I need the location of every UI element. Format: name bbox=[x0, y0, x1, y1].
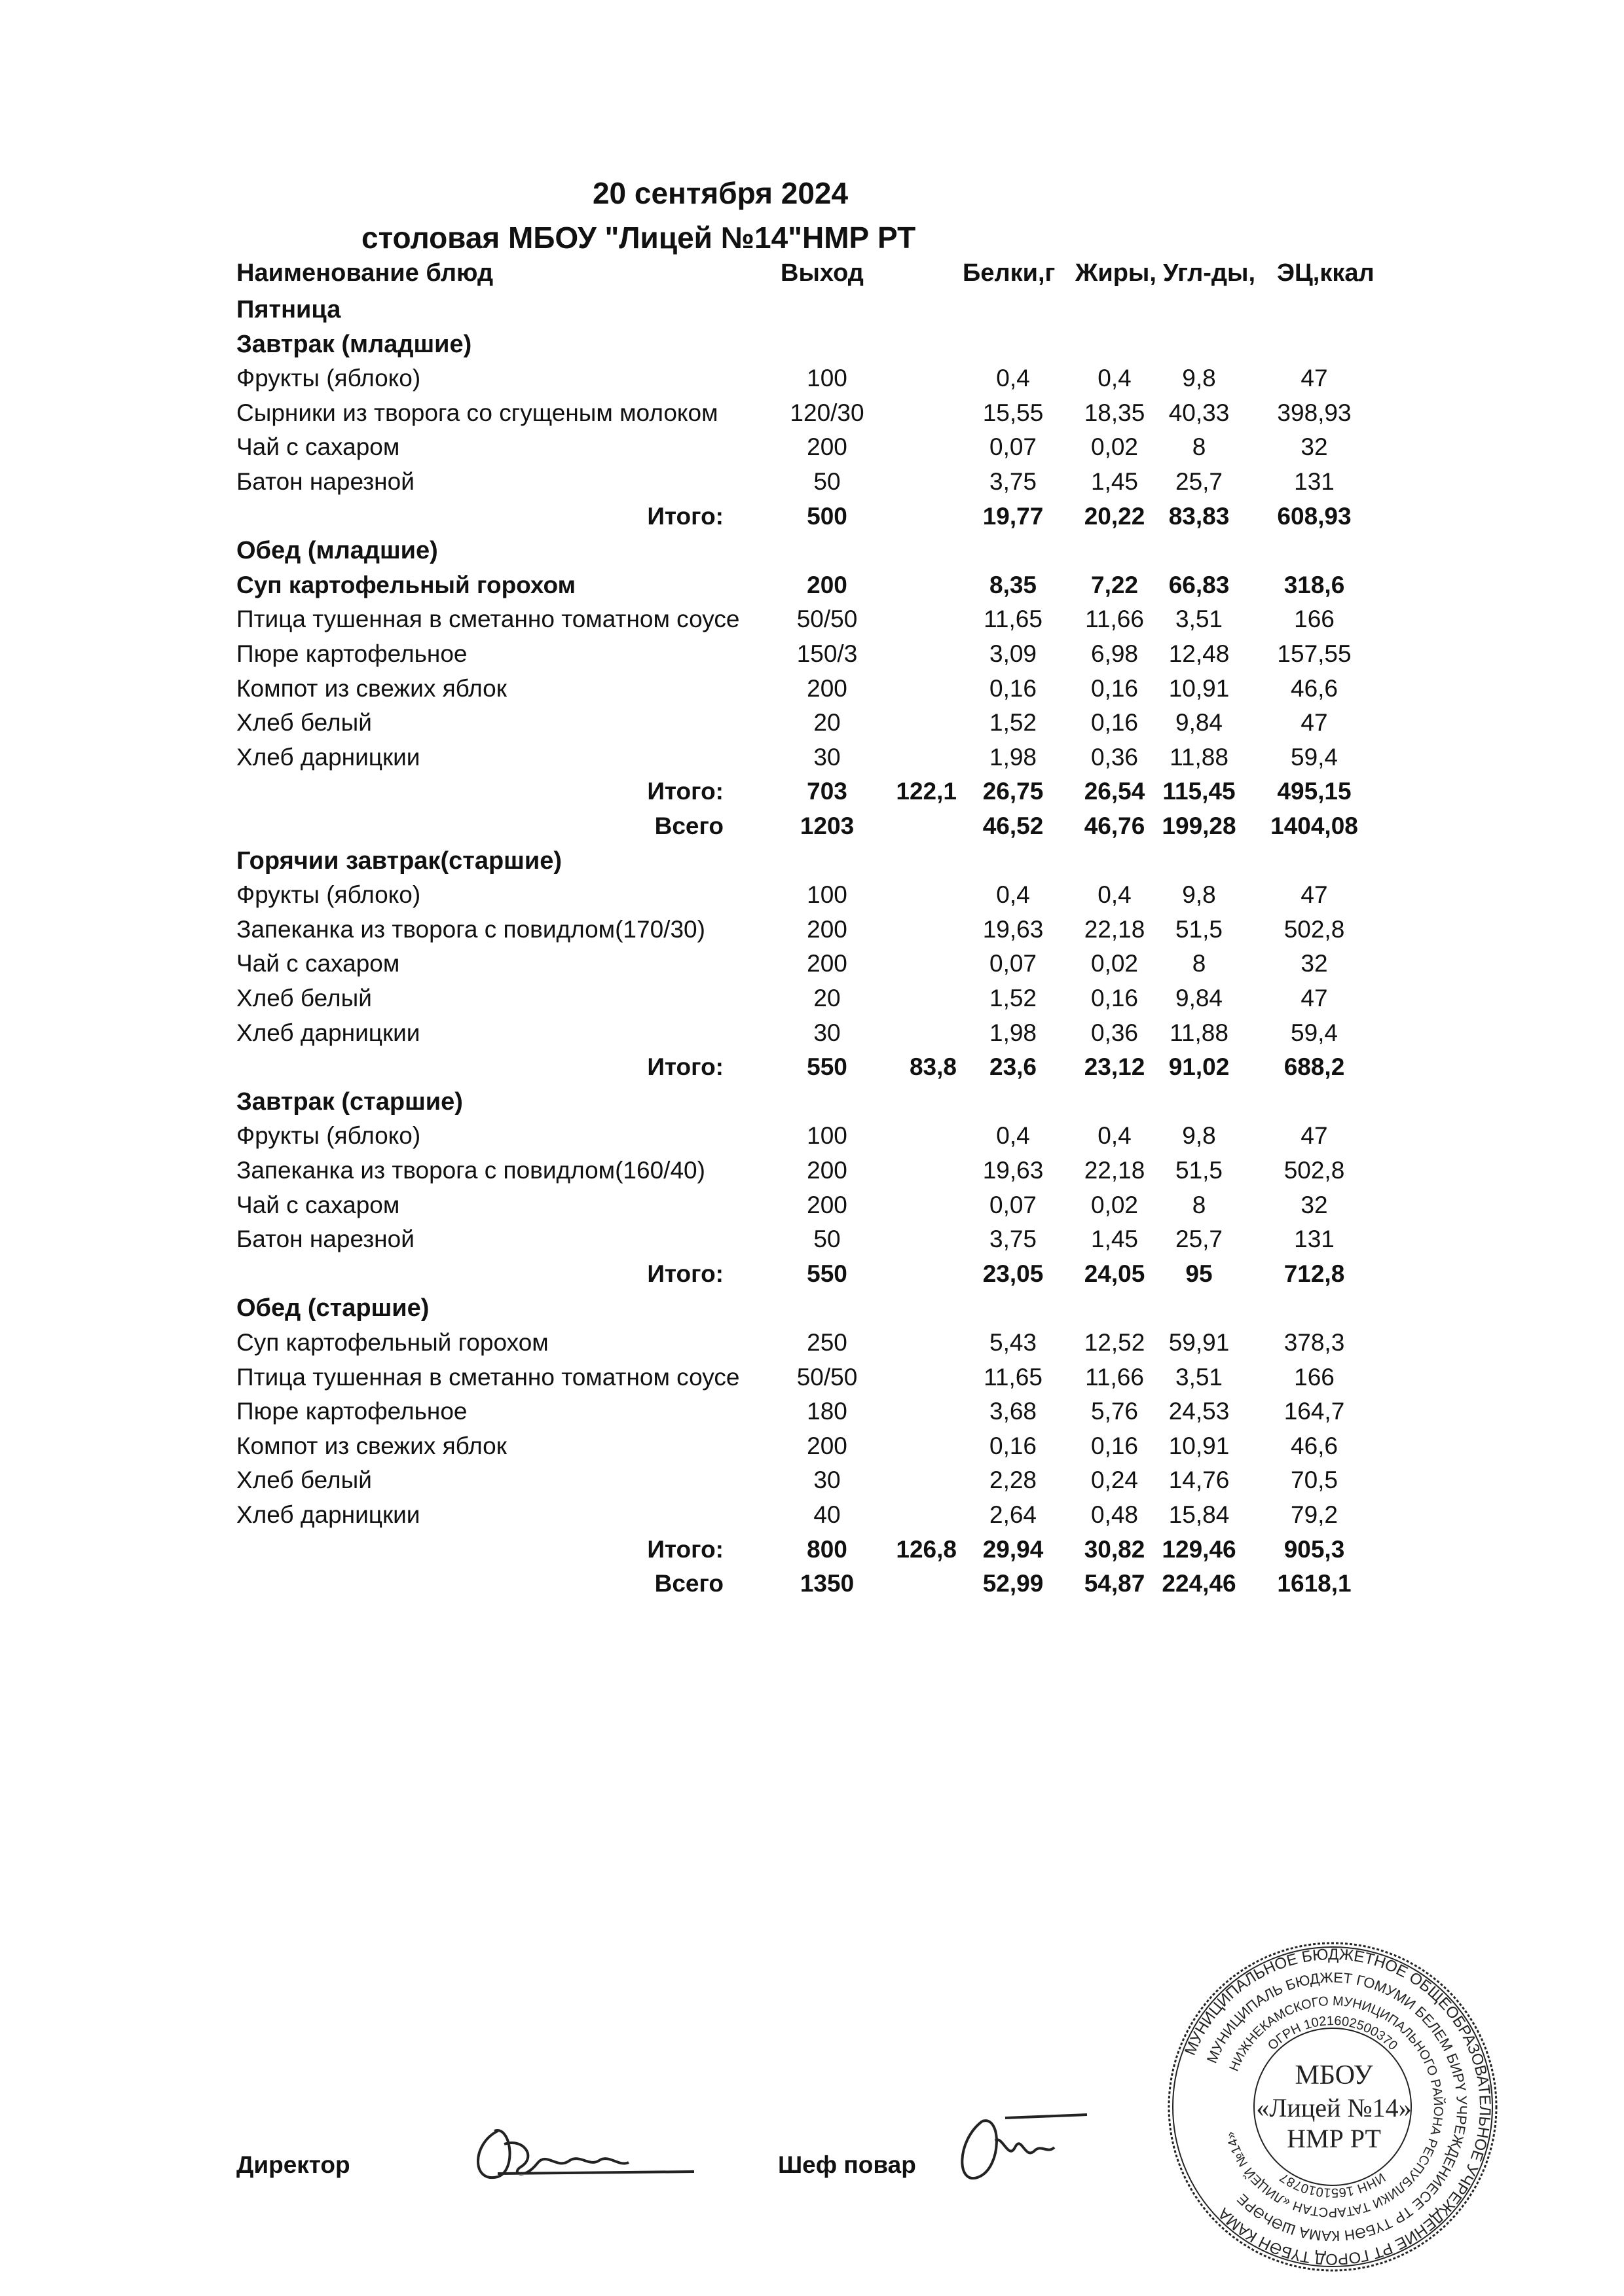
protein-value: 19,77 bbox=[982, 502, 1044, 530]
total-row bbox=[0, 812, 1624, 847]
section-heading bbox=[0, 847, 1624, 881]
fat-value: 0,36 bbox=[1090, 743, 1139, 771]
fat-value: 22,18 bbox=[1084, 1157, 1145, 1184]
dish-name: Суп картофельный горохом bbox=[236, 1329, 549, 1356]
kcal-value: 47 bbox=[1301, 881, 1328, 909]
chef-label: Шеф повар bbox=[778, 2151, 916, 2178]
table-row bbox=[0, 468, 1624, 502]
yield-value: 50/50 bbox=[796, 606, 858, 633]
carbs-value: 11,88 bbox=[1170, 1019, 1228, 1046]
fat-value: 23,12 bbox=[1084, 1053, 1145, 1081]
kcal-value: 131 bbox=[1294, 468, 1335, 495]
kcal-value: 166 bbox=[1294, 1363, 1335, 1391]
yield-value: 200 bbox=[807, 1432, 847, 1459]
carbs-value: 10,91 bbox=[1168, 1432, 1230, 1459]
section-heading bbox=[0, 331, 1624, 365]
kcal-value: 164,7 bbox=[1283, 1398, 1345, 1425]
yield-value: 200 bbox=[807, 674, 847, 702]
dish-name: Чай с сахаром bbox=[236, 1191, 400, 1218]
kcal-value: 59,4 bbox=[1290, 1019, 1338, 1046]
yield-value: 200 bbox=[807, 950, 847, 977]
svg-text:МУНИЦИПАЛЬ БЮДЖЕТ ГОМУМИ БЕЛЕМ: МУНИЦИПАЛЬ БЮДЖЕТ ГОМУМИ БЕЛЕМ БИРҮ УЧРЕЖДЕНИЕСЕ ТР ТҮБӘН КАМА ШӘҺӘРЕ bbox=[1203, 1969, 1471, 2245]
yield-value: 30 bbox=[813, 743, 841, 771]
carbs-value: 40,33 bbox=[1168, 399, 1230, 426]
dish-name: Запеканка из творога с повидлом(170/30) bbox=[236, 915, 705, 943]
table-row bbox=[0, 675, 1624, 709]
carbs-value: 95 bbox=[1185, 1260, 1213, 1287]
protein-value: 8,35 bbox=[989, 571, 1037, 598]
protein-value: 1,98 bbox=[989, 1019, 1037, 1046]
total-row bbox=[0, 503, 1624, 537]
fat-value: 0,48 bbox=[1090, 1501, 1139, 1528]
dish-name: Хлеб белый bbox=[236, 709, 372, 737]
table-row bbox=[0, 1157, 1624, 1191]
kcal-value: 46,6 bbox=[1290, 1432, 1338, 1459]
carbs-value: 91,02 bbox=[1168, 1053, 1230, 1081]
yield-value: 30 bbox=[813, 1467, 841, 1494]
protein-value: 1,52 bbox=[989, 709, 1037, 737]
table-row bbox=[0, 572, 1624, 606]
total-label: Итого: bbox=[647, 502, 724, 530]
fat-value: 18,35 bbox=[1084, 399, 1145, 426]
dish-name: Суп картофельный горохом bbox=[236, 571, 576, 598]
yield-value: 200 bbox=[807, 1157, 847, 1184]
yield-value: 180 bbox=[807, 1398, 847, 1425]
fat-value: 22,18 bbox=[1084, 915, 1145, 943]
yield-value: 120/30 bbox=[790, 399, 864, 426]
dish-name: Хлеб дарницкии bbox=[236, 1501, 420, 1528]
protein-value: 0,07 bbox=[989, 950, 1037, 977]
dish-name: Запеканка из творога с повидлом(160/40) bbox=[236, 1157, 705, 1184]
carbs-value: 9,8 bbox=[1182, 881, 1216, 909]
fat-value: 0,16 bbox=[1090, 709, 1139, 737]
section-title: Горячии завтрак(старшие) bbox=[236, 847, 563, 875]
total-label: Итого: bbox=[647, 1260, 724, 1287]
section-heading bbox=[0, 537, 1624, 571]
total-row bbox=[0, 1260, 1624, 1294]
carbs-value: 8 bbox=[1192, 433, 1206, 461]
fat-value: 0,24 bbox=[1090, 1467, 1139, 1494]
carbs-value: 15,84 bbox=[1168, 1501, 1230, 1528]
protein-value: 3,68 bbox=[989, 1398, 1037, 1425]
fat-value: 46,76 bbox=[1084, 812, 1145, 839]
dish-name: Батон нарезной bbox=[236, 1226, 415, 1253]
table-row bbox=[0, 709, 1624, 743]
col-header-fat: Жиры, bbox=[1075, 259, 1156, 287]
extra-value: 126,8 bbox=[896, 1535, 957, 1563]
carbs-value: 3,51 bbox=[1175, 1363, 1223, 1391]
protein-value: 3,09 bbox=[989, 640, 1037, 667]
document-date: 20 сентября 2024 bbox=[592, 176, 849, 210]
table-row bbox=[0, 365, 1624, 399]
table-row bbox=[0, 433, 1624, 467]
fat-value: 20,22 bbox=[1084, 502, 1145, 530]
carbs-value: 10,91 bbox=[1168, 674, 1230, 702]
carbs-value: 83,83 bbox=[1168, 502, 1230, 530]
kcal-value: 495,15 bbox=[1277, 778, 1352, 805]
carbs-value: 9,84 bbox=[1175, 985, 1223, 1011]
table-row bbox=[0, 1192, 1624, 1226]
dish-name: Хлеб белый bbox=[236, 985, 372, 1011]
svg-text:МУНИЦИПАЛЬНОЕ БЮДЖЕТНОЕ ОБЩЕОБ: МУНИЦИПАЛЬНОЕ БЮДЖЕТНОЕ ОБЩЕОБРАЗОВАТЕЛЬНОЕ УЧРЕЖДЕНИЕ РТ ГОРОД ТҮБӘН КАМА bbox=[1181, 1945, 1494, 2269]
total-row bbox=[0, 1570, 1624, 1604]
dish-name: Чай с сахаром bbox=[236, 433, 400, 461]
section-title: Завтрак (старшие) bbox=[236, 1087, 463, 1116]
table-row bbox=[0, 606, 1624, 640]
protein-value: 1,98 bbox=[989, 743, 1037, 771]
fat-value: 0,36 bbox=[1090, 1019, 1139, 1046]
fat-value: 1,45 bbox=[1090, 1226, 1139, 1253]
kcal-value: 502,8 bbox=[1283, 1157, 1345, 1184]
carbs-value: 199,28 bbox=[1162, 812, 1236, 839]
section-title: Обед (младшие) bbox=[236, 537, 438, 565]
carbs-value: 129,46 bbox=[1162, 1535, 1236, 1563]
yield-value: 550 bbox=[807, 1053, 847, 1081]
fat-value: 0,16 bbox=[1090, 674, 1139, 702]
dish-name: Хлеб дарницкии bbox=[236, 1019, 420, 1046]
yield-value: 100 bbox=[807, 365, 847, 392]
table-row bbox=[0, 1226, 1624, 1260]
dish-name: Хлеб белый bbox=[236, 1467, 372, 1494]
protein-value: 26,75 bbox=[982, 778, 1044, 805]
section-heading bbox=[0, 296, 1624, 330]
protein-value: 1,52 bbox=[989, 985, 1037, 1011]
yield-value: 200 bbox=[807, 433, 847, 461]
yield-value: 200 bbox=[807, 1191, 847, 1218]
table-row bbox=[0, 1122, 1624, 1156]
fat-value: 0,16 bbox=[1090, 985, 1139, 1011]
carbs-value: 11,88 bbox=[1170, 743, 1228, 771]
total-label: Всего bbox=[654, 812, 724, 839]
kcal-value: 59,4 bbox=[1290, 743, 1338, 771]
yield-value: 1203 bbox=[800, 812, 855, 839]
yield-value: 20 bbox=[813, 709, 841, 737]
dish-name: Пюре картофельное bbox=[236, 1398, 468, 1425]
kcal-value: 378,3 bbox=[1283, 1329, 1345, 1356]
protein-value: 2,64 bbox=[989, 1501, 1037, 1528]
kcal-value: 46,6 bbox=[1290, 674, 1338, 702]
dish-name: Птица тушенная в сметанно томатном соусе bbox=[236, 1363, 740, 1391]
protein-value: 19,63 bbox=[982, 915, 1044, 943]
extra-value: 83,8 bbox=[909, 1053, 957, 1081]
protein-value: 0,4 bbox=[996, 365, 1030, 392]
carbs-value: 66,83 bbox=[1168, 571, 1230, 598]
carbs-value: 3,51 bbox=[1175, 606, 1223, 633]
carbs-value: 8 bbox=[1192, 1191, 1206, 1218]
kcal-value: 166 bbox=[1294, 606, 1335, 633]
total-label: Итого: bbox=[647, 1535, 724, 1563]
official-stamp bbox=[1162, 1937, 1503, 2277]
kcal-value: 32 bbox=[1301, 950, 1328, 977]
svg-text:НИЖНЕКАМСКОГО МУНИЦИПАЛЬНОГО Р: НИЖНЕКАМСКОГО МУНИЦИПАЛЬНОГО РАЙОНА РЕСПУБЛИКИ ТАТАРСТАН «ЛИЦЕЙ №14» bbox=[1223, 1994, 1446, 2220]
total-row bbox=[0, 1536, 1624, 1570]
yield-value: 800 bbox=[807, 1535, 847, 1563]
dish-name: Фрукты (яблоко) bbox=[236, 1122, 421, 1150]
carbs-value: 9,8 bbox=[1182, 1122, 1216, 1150]
kcal-value: 318,6 bbox=[1283, 571, 1345, 598]
svg-text:ИНН 1651010787: ИНН 1651010787 bbox=[1277, 2170, 1388, 2200]
kcal-value: 905,3 bbox=[1283, 1535, 1345, 1563]
table-row bbox=[0, 1432, 1624, 1467]
table-row bbox=[0, 1019, 1624, 1053]
table-row bbox=[0, 640, 1624, 674]
section-title: Завтрак (младшие) bbox=[236, 330, 472, 358]
kcal-value: 32 bbox=[1301, 1191, 1328, 1218]
col-header-protein: Белки,г bbox=[963, 259, 1056, 287]
yield-value: 250 bbox=[807, 1329, 847, 1356]
protein-value: 0,16 bbox=[989, 1432, 1037, 1459]
total-label: Итого: bbox=[647, 1053, 724, 1081]
col-header-carbs: Угл-ды, bbox=[1163, 259, 1255, 287]
kcal-value: 70,5 bbox=[1290, 1467, 1338, 1494]
extra-value: 122,1 bbox=[896, 778, 957, 805]
canteen-title: столовая МБОУ "Лицей №14"НМР РТ bbox=[361, 221, 916, 255]
dish-name: Пюре картофельное bbox=[236, 640, 468, 667]
kcal-value: 688,2 bbox=[1283, 1053, 1345, 1081]
section-heading bbox=[0, 1088, 1624, 1122]
dish-name: Чай с сахаром bbox=[236, 950, 400, 977]
carbs-value: 51,5 bbox=[1175, 1157, 1223, 1184]
director-signature bbox=[458, 2105, 707, 2196]
total-row bbox=[0, 1053, 1624, 1087]
yield-value: 50 bbox=[813, 1226, 841, 1253]
protein-value: 19,63 bbox=[982, 1157, 1044, 1184]
kcal-value: 47 bbox=[1301, 709, 1328, 737]
yield-value: 30 bbox=[813, 1019, 841, 1046]
protein-value: 15,55 bbox=[982, 399, 1044, 426]
carbs-value: 9,84 bbox=[1175, 709, 1223, 737]
carbs-value: 24,53 bbox=[1168, 1398, 1230, 1425]
fat-value: 7,22 bbox=[1090, 571, 1139, 598]
yield-value: 40 bbox=[813, 1501, 841, 1528]
table-row bbox=[0, 1364, 1624, 1398]
table-row bbox=[0, 399, 1624, 433]
section-heading bbox=[0, 1294, 1624, 1328]
section-title: Пятница bbox=[236, 296, 341, 323]
dish-name: Фрукты (яблоко) bbox=[236, 881, 421, 909]
yield-value: 200 bbox=[807, 915, 847, 943]
table-row bbox=[0, 881, 1624, 915]
dish-name: Компот из свежих яблок bbox=[236, 674, 507, 702]
yield-value: 550 bbox=[807, 1260, 847, 1287]
col-header-name: Наименование блюд bbox=[236, 259, 494, 287]
table-row bbox=[0, 744, 1624, 778]
fat-value: 11,66 bbox=[1085, 1363, 1144, 1391]
yield-value: 1350 bbox=[800, 1570, 855, 1597]
carbs-value: 59,91 bbox=[1168, 1329, 1230, 1356]
fat-value: 0,02 bbox=[1090, 433, 1139, 461]
fat-value: 24,05 bbox=[1084, 1260, 1145, 1287]
fat-value: 6,98 bbox=[1090, 640, 1139, 667]
dish-name: Компот из свежих яблок bbox=[236, 1432, 507, 1459]
section-title: Обед (старшие) bbox=[236, 1294, 430, 1322]
yield-value: 20 bbox=[813, 985, 841, 1011]
fat-value: 30,82 bbox=[1084, 1535, 1145, 1563]
fat-value: 0,4 bbox=[1098, 881, 1132, 909]
col-header-kcal: ЭЦ,ккал bbox=[1277, 259, 1375, 287]
carbs-value: 224,46 bbox=[1162, 1570, 1236, 1597]
fat-value: 54,87 bbox=[1084, 1570, 1145, 1597]
carbs-value: 115,45 bbox=[1162, 778, 1236, 805]
protein-value: 11,65 bbox=[984, 1363, 1043, 1391]
protein-value: 3,75 bbox=[989, 468, 1037, 495]
yield-value: 150/3 bbox=[796, 640, 858, 667]
dish-name: Хлеб дарницкии bbox=[236, 743, 420, 771]
carbs-value: 9,8 bbox=[1182, 365, 1216, 392]
protein-value: 0,07 bbox=[989, 433, 1037, 461]
protein-value: 46,52 bbox=[982, 812, 1044, 839]
kcal-value: 79,2 bbox=[1290, 1501, 1338, 1528]
dish-name: Фрукты (яблоко) bbox=[236, 365, 421, 392]
kcal-value: 47 bbox=[1301, 985, 1328, 1011]
protein-value: 0,4 bbox=[996, 1122, 1030, 1150]
table-row bbox=[0, 985, 1624, 1019]
dish-name: Птица тушенная в сметанно томатном соусе bbox=[236, 606, 740, 633]
total-label: Всего bbox=[654, 1570, 724, 1597]
svg-text:«Лицей №14»: «Лицей №14» bbox=[1256, 2093, 1412, 2123]
carbs-value: 25,7 bbox=[1175, 468, 1223, 495]
kcal-value: 32 bbox=[1301, 433, 1328, 461]
kcal-value: 502,8 bbox=[1283, 915, 1345, 943]
protein-value: 23,05 bbox=[982, 1260, 1044, 1287]
fat-value: 0,4 bbox=[1098, 365, 1132, 392]
carbs-value: 12,48 bbox=[1168, 640, 1230, 667]
total-label: Итого: bbox=[647, 778, 724, 805]
carbs-value: 25,7 bbox=[1175, 1226, 1223, 1253]
protein-value: 3,75 bbox=[989, 1226, 1037, 1253]
kcal-value: 131 bbox=[1294, 1226, 1335, 1253]
yield-value: 200 bbox=[807, 571, 847, 598]
yield-value: 100 bbox=[807, 881, 847, 909]
fat-value: 26,54 bbox=[1084, 778, 1145, 805]
table-row bbox=[0, 1398, 1624, 1432]
protein-value: 0,07 bbox=[989, 1191, 1037, 1218]
yield-value: 50/50 bbox=[796, 1363, 858, 1391]
svg-text:НМР РТ: НМР РТ bbox=[1287, 2124, 1381, 2153]
fat-value: 0,16 bbox=[1090, 1432, 1139, 1459]
kcal-value: 1404,08 bbox=[1270, 812, 1358, 839]
director-label: Директор bbox=[236, 2151, 350, 2178]
kcal-value: 47 bbox=[1301, 365, 1328, 392]
kcal-value: 398,93 bbox=[1277, 399, 1352, 426]
dish-name: Сырники из творога со сгущеным молоком bbox=[236, 399, 718, 426]
table-row bbox=[0, 1467, 1624, 1501]
protein-value: 0,4 bbox=[996, 881, 1030, 909]
yield-value: 50 bbox=[813, 468, 841, 495]
carbs-value: 51,5 bbox=[1175, 915, 1223, 943]
fat-value: 12,52 bbox=[1084, 1329, 1145, 1356]
chef-signature bbox=[943, 2095, 1094, 2193]
yield-value: 703 bbox=[807, 778, 847, 805]
yield-value: 500 bbox=[807, 502, 847, 530]
kcal-value: 608,93 bbox=[1277, 502, 1352, 530]
protein-value: 11,65 bbox=[984, 606, 1043, 633]
yield-value: 100 bbox=[807, 1122, 847, 1150]
fat-value: 0,02 bbox=[1090, 1191, 1139, 1218]
kcal-value: 47 bbox=[1301, 1122, 1328, 1150]
svg-text:ОГРН 1021602500370: ОГРН 1021602500370 bbox=[1264, 2013, 1401, 2054]
fat-value: 0,02 bbox=[1090, 950, 1139, 977]
protein-value: 0,16 bbox=[989, 674, 1037, 702]
fat-value: 0,4 bbox=[1098, 1122, 1132, 1150]
table-row bbox=[0, 950, 1624, 984]
protein-value: 5,43 bbox=[989, 1329, 1037, 1356]
protein-value: 23,6 bbox=[989, 1053, 1037, 1081]
fat-value: 1,45 bbox=[1090, 468, 1139, 495]
carbs-value: 8 bbox=[1192, 950, 1206, 977]
protein-value: 29,94 bbox=[982, 1535, 1044, 1563]
table-row bbox=[0, 1329, 1624, 1363]
dish-name: Батон нарезной bbox=[236, 468, 415, 495]
col-header-yield: Выход bbox=[781, 259, 864, 287]
total-row bbox=[0, 778, 1624, 812]
svg-text:МБОУ: МБОУ bbox=[1295, 2060, 1373, 2090]
fat-value: 5,76 bbox=[1090, 1398, 1139, 1425]
kcal-value: 712,8 bbox=[1283, 1260, 1345, 1287]
carbs-value: 14,76 bbox=[1168, 1467, 1230, 1494]
kcal-value: 157,55 bbox=[1277, 640, 1352, 667]
table-row bbox=[0, 916, 1624, 950]
protein-value: 52,99 bbox=[982, 1570, 1044, 1597]
protein-value: 2,28 bbox=[989, 1467, 1037, 1494]
fat-value: 11,66 bbox=[1085, 606, 1144, 633]
table-row bbox=[0, 1501, 1624, 1535]
kcal-value: 1618,1 bbox=[1277, 1570, 1352, 1597]
